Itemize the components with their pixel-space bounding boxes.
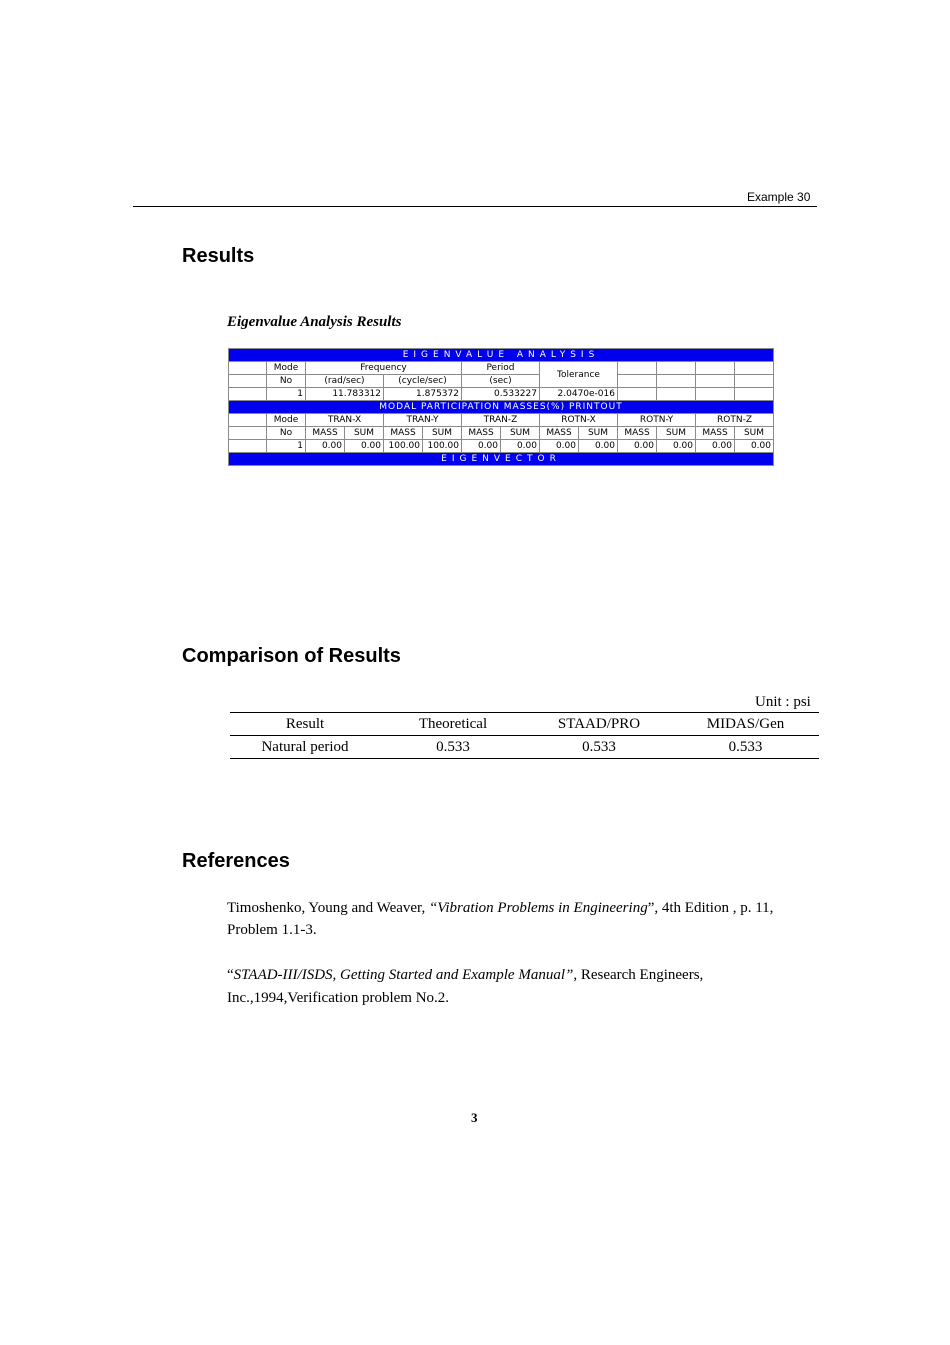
reference-1-authors: Timoshenko, Young and Weaver, <box>227 900 429 916</box>
sum-value: 0.00 <box>735 440 774 453</box>
mode-value: 1 <box>267 388 306 401</box>
mode-label: Mode <box>267 414 306 427</box>
sum-label: SUM <box>735 427 774 440</box>
tolerance-value: 2.0470e-016 <box>540 388 618 401</box>
blank-cell <box>735 375 774 388</box>
no-label: No <box>267 375 306 388</box>
comparison-table <box>230 712 819 759</box>
tolerance-label: Tolerance <box>540 362 618 388</box>
blank-cell <box>229 414 267 427</box>
mass-label: MASS <box>384 427 423 440</box>
rad-value: 11.783312 <box>306 388 384 401</box>
blank-cell <box>618 375 657 388</box>
blank-cell <box>735 388 774 401</box>
sum-label: SUM <box>345 427 384 440</box>
theoretical-cell: 0.533 <box>380 736 526 759</box>
eigenvalue-analysis-band: EIGENVALUE ANALYSIS <box>229 349 774 362</box>
reference-2-quote: “ <box>227 967 234 983</box>
mass-value: 100.00 <box>384 440 423 453</box>
reference-2 <box>227 967 703 984</box>
period-label: Period <box>462 362 540 375</box>
mass-label: MASS <box>462 427 501 440</box>
reference-2-line2: Inc.,1994,Verification problem No.2. <box>227 990 450 1006</box>
direction-tran-z: TRAN-Z <box>462 414 540 427</box>
reference-1-title: “Vibration Problems in Engineering <box>428 900 648 916</box>
mass-label: MASS <box>618 427 657 440</box>
mode-label: Mode <box>267 362 306 375</box>
mass-value: 0.00 <box>306 440 345 453</box>
header-rule <box>133 206 817 207</box>
direction-tran-y: TRAN-Y <box>384 414 462 427</box>
mass-value: 0.00 <box>540 440 579 453</box>
reference-1-line2: Problem 1.1-3. <box>227 922 317 938</box>
period-value: 0.533227 <box>462 388 540 401</box>
sum-value: 0.00 <box>657 440 696 453</box>
reference-1-details: ”, 4th Edition , p. 11, <box>647 900 774 916</box>
results-heading: Results <box>182 245 255 267</box>
eigenvalue-table <box>228 348 774 466</box>
column-header-midas: MIDAS/Gen <box>672 713 819 736</box>
cycle-unit: (cycle/sec) <box>384 375 462 388</box>
rad-unit: (rad/sec) <box>306 375 384 388</box>
direction-tran-x: TRAN-X <box>306 414 384 427</box>
running-header: Example 30 <box>747 190 811 204</box>
direction-rotn-z: ROTN-Z <box>696 414 774 427</box>
references-heading: References <box>182 850 290 872</box>
mass-value: 0.00 <box>696 440 735 453</box>
sum-label: SUM <box>657 427 696 440</box>
mass-label: MASS <box>306 427 345 440</box>
blank-cell <box>618 388 657 401</box>
page-number: 3 <box>471 1110 478 1125</box>
blank-cell <box>696 388 735 401</box>
mass-label: MASS <box>540 427 579 440</box>
sum-label: SUM <box>501 427 540 440</box>
reference-1 <box>227 900 773 917</box>
sec-unit: (sec) <box>462 375 540 388</box>
mass-label: MASS <box>696 427 735 440</box>
blank-cell <box>229 375 267 388</box>
blank-cell <box>657 362 696 375</box>
sum-value: 0.00 <box>345 440 384 453</box>
column-header-staad: STAAD/PRO <box>526 713 672 736</box>
blank-cell <box>657 388 696 401</box>
reference-2-title: STAAD-III/ISDS, Getting Started and Example Manual” <box>233 967 574 983</box>
blank-cell <box>657 375 696 388</box>
blank-cell <box>735 362 774 375</box>
blank-cell <box>229 427 267 440</box>
comparison-heading: Comparison of Results <box>182 645 401 667</box>
sum-value: 100.00 <box>423 440 462 453</box>
unit-label: Unit : psi <box>755 694 811 710</box>
table-row <box>230 736 819 759</box>
blank-cell <box>696 375 735 388</box>
direction-rotn-x: ROTN-X <box>540 414 618 427</box>
blank-cell <box>229 440 267 453</box>
blank-cell <box>229 362 267 375</box>
blank-cell <box>229 388 267 401</box>
result-cell: Natural period <box>230 736 380 759</box>
mode-value: 1 <box>267 440 306 453</box>
eigen-caption: Eigenvalue Analysis Results <box>227 314 402 330</box>
column-header-theoretical: Theoretical <box>380 713 526 736</box>
blank-cell <box>618 362 657 375</box>
sum-label: SUM <box>423 427 462 440</box>
staad-cell: 0.533 <box>526 736 672 759</box>
mass-value: 0.00 <box>618 440 657 453</box>
column-header-result: Result <box>230 713 380 736</box>
frequency-label: Frequency <box>306 362 462 375</box>
reference-2-publisher: , Research Engineers, <box>573 967 704 983</box>
mass-value: 0.00 <box>462 440 501 453</box>
cycle-value: 1.875372 <box>384 388 462 401</box>
midas-cell: 0.533 <box>672 736 819 759</box>
no-label: No <box>267 427 306 440</box>
sum-value: 0.00 <box>579 440 618 453</box>
eigenvector-band: EIGENVECTOR <box>229 453 774 466</box>
blank-cell <box>696 362 735 375</box>
sum-label: SUM <box>579 427 618 440</box>
modal-participation-band: MODAL PARTICIPATION MASSES(%) PRINTOUT <box>229 401 774 414</box>
sum-value: 0.00 <box>501 440 540 453</box>
direction-rotn-y: ROTN-Y <box>618 414 696 427</box>
